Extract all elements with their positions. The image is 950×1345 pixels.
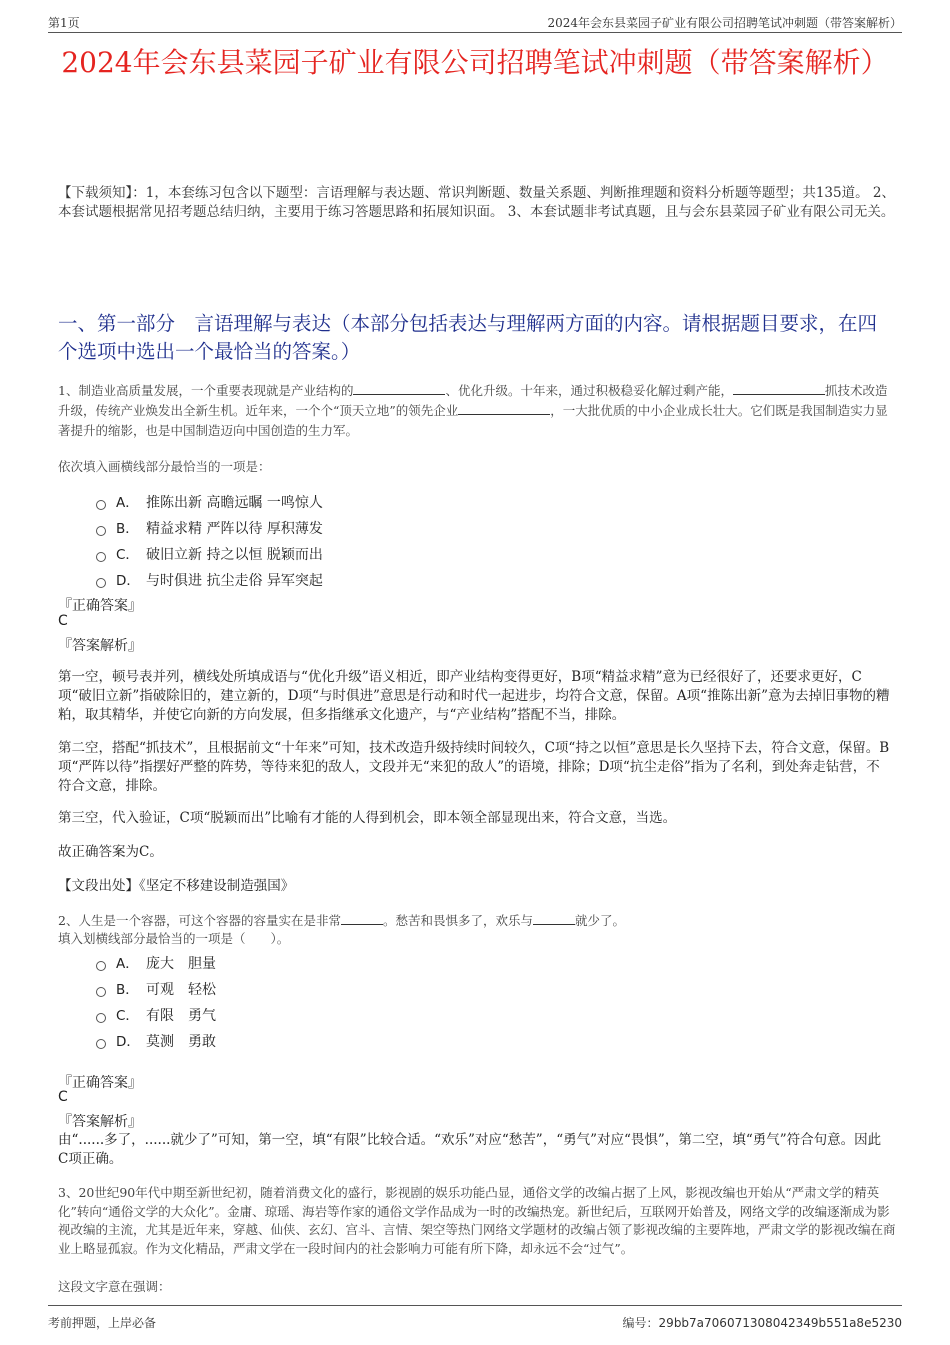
blank-line [733,382,825,395]
option-b[interactable]: B． 可观 轻松 [96,978,216,1000]
page-number: 第1页 [48,16,80,30]
radio-icon[interactable] [96,526,106,536]
option-d[interactable]: D． 莫测 勇敢 [96,1030,216,1052]
analysis-label: 『答案解析』 [58,1114,142,1130]
option-c[interactable]: C． 破旧立新 持之以恒 脱颖而出 [96,543,323,565]
source-citation: 【文段出处】《坚定不移建设制造强国》 [58,878,295,894]
option-a[interactable]: A． 庞大 胆量 [96,952,216,974]
analysis-paragraph: 第三空，代入验证，C项“脱颖而出”比喻有才能的人得到机会，即本领全部显现出来，符合文意，当选。 [58,810,677,826]
question-3-stem: 3、20世纪90年代中期至新世纪初，随着消费文化的盛行，影视剧的娱乐功能凸显，通俗文学的改编占据了上风，影视改编也开始从“严肃文学的精英化”转向“通俗文学的大众化”。金庸、琼瑶、海岩等作家的通俗文学作品成为一时的改编热宠。新世纪后，互联网开始普及，网络文学的改编逐渐成为影视改编的主流，尤其是近年来，穿越、仙侠、玄幻、宫斗、言情、架空等热门网络文学题材的改编占领了影视改编的主要阵地，严肃文学的影视改编在商业上略显孤寂。作为文化精品，严肃文学在一段时间内的社会影响力可能有所下降，却永远不会“过气”。 [58,1185,896,1256]
radio-icon[interactable] [96,1039,106,1049]
correct-answer-label: 『正确答案』 [58,1075,142,1091]
radio-icon[interactable] [96,552,106,562]
option-d[interactable]: D． 与时俱进 抗尘走俗 异军突起 [96,569,323,591]
correct-answer-label: 『正确答案』 [58,598,142,614]
correct-answer: C [58,613,68,629]
page-header [48,12,902,33]
option-b[interactable]: B． 精益求精 严阵以待 厚积薄发 [96,517,323,539]
radio-icon[interactable] [96,987,106,997]
blank-line [533,912,575,925]
footer-code: 编号：29bb7a706071308042349b551a8e5230 [622,1316,902,1330]
blank-line [341,912,383,925]
analysis-conclusion: 故正确答案为C。 [58,844,163,860]
footer-slogan: 考前押题，上岸必备 [48,1316,157,1330]
correct-answer: C [58,1089,68,1105]
header-doc-title: 2024年会东县菜园子矿业有限公司招聘笔试冲刺题（带答案解析） [547,16,902,30]
section-heading: 一、第一部分 言语理解与表达（本部分包括表达与理解两方面的内容。请根据题目要求，在四个选项中选出一个最恰当的答案。） [58,312,878,363]
radio-icon[interactable] [96,1013,106,1023]
analysis-label: 『答案解析』 [58,638,142,654]
question-2-stem: 2、人生是一个容器，可这个容器的容量实在是非常 。愁苦和畏惧多了，欢乐与 就少了。 [58,913,625,928]
download-notice: 【下载须知】：1，本套练习包含以下题型：言语理解与表达题、常识判断题、数量关系题、判断推理题和资料分析题等题型；共135道。 2、本套试题根据常见招考题总结归纳，主要用于练习答题思路和拓展知识面。 3、本套试题非考试真题，且与会东县菜园子矿业有限公司无关。 [58,185,895,220]
radio-icon[interactable] [96,961,106,971]
blank-line [353,382,445,395]
question-2-prompt: 填入划横线部分最恰当的一项是（ ）。 [58,931,290,946]
option-a[interactable]: A． 推陈出新 高瞻远瞩 一鸣惊人 [96,491,323,513]
radio-icon[interactable] [96,578,106,588]
option-c[interactable]: C． 有限 勇气 [96,1004,216,1026]
document-title: 2024年会东县菜园子矿业有限公司招聘笔试冲刺题（带答案解析） [61,46,889,79]
analysis-paragraph: 第二空，搭配“抓技术”，且根据前文“十年来”可知，技术改造升级持续时间较久，C项“持之以恒”意思是长久坚持下去，符合文意，保留。B项“严阵以待”指摆好严整的阵势，等待来犯的敌人，文段并无“来犯的敌人”的语境，排除；D项“抗尘走俗”指为了名利，到处奔走钻营，不符合文意，排除。 [58,740,890,794]
question-1-prompt: 依次填入画横线部分最恰当的一项是： [58,459,271,474]
analysis-paragraph: 第一空，顿号表并列，横线处所填成语与“优化升级”语义相近，即产业结构变得更好，B项“精益求精”意为已经很好了，还要求更好，C项“破旧立新”指破除旧的，建立新的，D项“与时俱进”意思是行动和时代一起进步，均符合文意，保留。A项“推陈出新”意为去掉旧事物的糟粕，取其精华，并使它向新的方向发展，但多指继承文化遗产，与“产业结构”搭配不当，排除。 [58,669,890,723]
question-1-stem: 1、制造业高质量发展，一个重要表现就是产业结构的 、优化升级。十年来，通过积极稳妥化解过剩产能， 抓技术改造升级，传统产业焕发出全新生机。近年来，一个个“顶天立地”的领先企业 ，一大批优质的中小企业成长壮大。它们既是我国制造实力显著提升的缩影，也是中国制造迈向中国创造的生力军。 [58,383,888,438]
analysis-paragraph: 由“......多了，......就少了”可知，第一空，填“有限”比较合适。“欢乐”对应“愁苦”，“勇气”对应“畏惧”，第二空，填“勇气”符合句意。因此C项正确。 [58,1132,882,1167]
radio-icon[interactable] [96,500,106,510]
question-3-prompt: 这段文字意在强调： [58,1279,171,1294]
page-footer [48,1305,902,1332]
blank-line [458,402,550,415]
